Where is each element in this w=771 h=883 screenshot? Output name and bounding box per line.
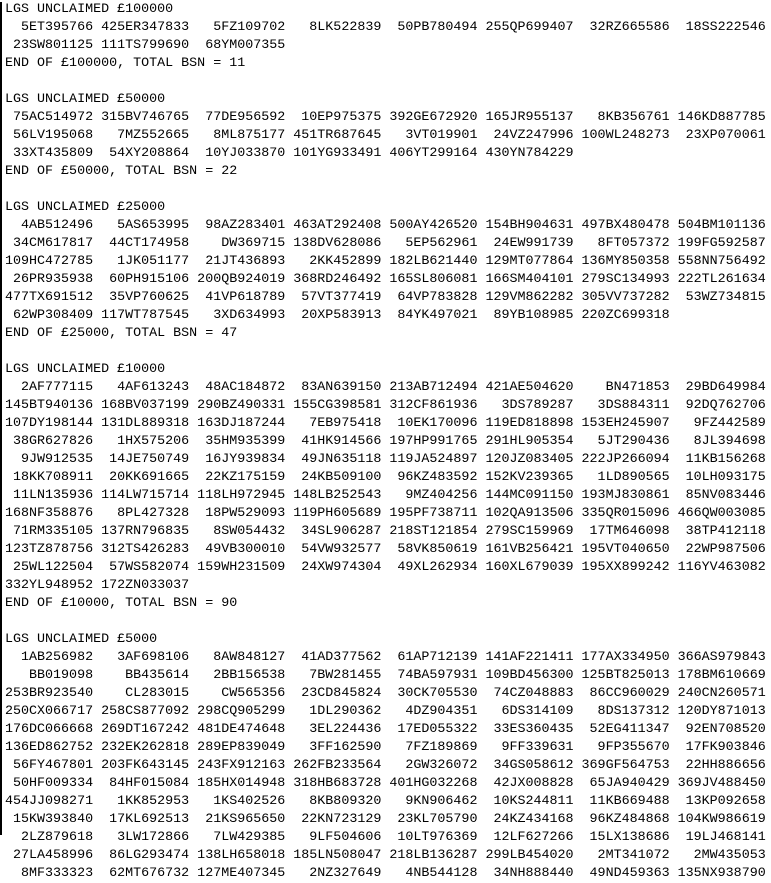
bond-row: 26PR935938 60PH915106 200QB924019 368RD246492 165SL806081 166SM404101 279SC134993 222TL261634 <box>5 272 766 287</box>
bond-row: 11LN135936 114LW715714 118LH972945 148LB252543 9MZ404256 144MC091150 193MJ830861 85NV083446 <box>5 488 766 503</box>
bond-row: 250CX066717 258CS877092 298CQ905299 1DL290362 4DZ904351 6DS314109 8DS137312 120DY871013 <box>5 704 766 719</box>
section-title: LGS UNCLAIMED £10000 <box>5 362 166 377</box>
bond-row: 123TZ878756 312TS426283 49VB300010 54VW932577 58VK850619 161VB256421 195VT040650 22WP987506 <box>5 542 766 557</box>
section-footer: END OF £10000, TOTAL BSN = 90 <box>5 596 238 611</box>
bond-row: 9JW912535 14JE750749 16JY939834 49JN635118 119JA524897 120JZ083405 222JP266094 11KB156268 <box>5 452 766 467</box>
section-footer: END OF £100000, TOTAL BSN = 11 <box>5 56 246 71</box>
blank-line <box>5 343 766 361</box>
bond-row: 23SW801125 111TS799690 68YM007355 <box>5 38 286 53</box>
bond-row: 332YL948952 172ZN033037 <box>5 578 190 593</box>
bond-row: 33XT435809 54XY208864 10YJ033870 101YG933491 406YT299164 430YN784229 <box>5 146 574 161</box>
bond-row: 1AB256982 3AF698106 8AW848127 41AD377562 61AP712139 141AF221411 177AX334950 366AS979843 <box>5 650 766 665</box>
bond-row: 71RM335105 137RN796835 8SW054432 34SL906287 218ST121854 279SC159969 17TM646098 38TP412118 <box>5 524 766 539</box>
bond-row: 136ED862752 232EK262818 289EP839049 3FF162590 7FZ189869 9FF339631 9FP355670 17FK903846 <box>5 740 766 755</box>
bond-row: 109HC472785 1JK051177 21JT436893 2KK452899 182LB621440 129MT077864 136MY850358 558NN756492 <box>5 254 766 269</box>
bond-row: 38GR627826 1HX575206 35HM935399 41HK914566 197HP991765 291HL905354 5JT290436 8JL394698 <box>5 434 766 449</box>
bond-row: 27LA458996 86LG293474 138LH658018 185LN508047 218LB136287 299LB454020 2MT341072 2MW435053 <box>5 848 766 863</box>
bond-section <box>5 1 766 91</box>
bond-row: BB019098 BB435614 2BB156538 7BW281455 74BA597931 109BD456300 125BT825013 178BM610669 <box>5 668 766 683</box>
bond-section <box>5 91 766 199</box>
bond-row: 4AB512496 5AS653995 98AZ283401 463AT292408 500AY426520 154BH904631 497BX480478 504BM101136 <box>5 218 766 233</box>
bond-row: 34CM617817 44CT174958 DW369715 138DV628086 5EP562961 24EW991739 8FT057372 199FG592587 <box>5 236 766 251</box>
section-title: LGS UNCLAIMED £5000 <box>5 632 158 647</box>
section-footer: END OF £25000, TOTAL BSN = 47 <box>5 326 238 341</box>
bond-row: 18KK708911 20KK691665 22KZ175159 24KB509100 96KZ483592 152KV239365 1LD890565 10LH093175 <box>5 470 766 485</box>
bond-row: 168NF358876 8PL427328 18PW529093 119PH605689 195PF738711 102QA913506 335QR015096 466QW003085 <box>5 506 766 521</box>
bond-row: 75AC514972 315BV746765 77DE956592 10EP975375 392GE672920 165JR955137 8KB356761 146KD887785 <box>5 110 766 125</box>
section-title: LGS UNCLAIMED £50000 <box>5 92 166 107</box>
bond-row: 145BT940136 168BV037199 290BZ490331 155CG398581 312CF861936 3DS789287 3DS884311 92DQ762706 <box>5 398 766 413</box>
blank-line <box>5 613 766 631</box>
bond-row: 454JJ098271 1KK852953 1KS402526 8KB809320 9KN906462 10KS244811 11KB669488 13KP092658 <box>5 794 766 809</box>
bond-row: 25WL122504 57WS582074 159WH231509 24XW974304 49XL262934 160XL679039 195XX899242 116YV463082 <box>5 560 766 575</box>
window-left-border <box>0 2 2 835</box>
bond-section <box>5 199 766 361</box>
bond-row: 15KW393840 17KL692513 21KS965650 22KN723129 23KL705790 24KZ434168 96KZ484868 104KW986619 <box>5 812 766 827</box>
section-title: LGS UNCLAIMED £100000 <box>5 2 174 17</box>
bond-report-text[interactable] <box>5 1 766 883</box>
bond-section <box>5 361 766 631</box>
bond-row: 5ET395766 425ER347833 5FZ109702 8LK522839 50PB780494 255QP699407 32RZ665586 18SS222546 <box>5 20 766 35</box>
bond-row: 477TX691512 35VP760625 41VP618789 57VT377419 64VP783828 129VM862282 305VV737282 53WZ734815 <box>5 290 766 305</box>
bond-row: 2LZ879618 3LW172866 7LW429385 9LF504606 10LT976369 12LF627266 15LX138686 19LJ468141 <box>5 830 766 845</box>
bond-row: 8MF333323 62MT676732 127ME407345 2NZ327649 4NB544128 34NH888440 49ND459363 135NX938790 <box>5 866 766 881</box>
bond-row: 2AF777115 4AF613243 48AC184872 83AN639150 213AB712494 421AE504620 BN471853 29BD649984 <box>5 380 766 395</box>
bond-row: 62WP308409 117WT787545 3XD634993 20XP583913 84YK497021 89YB108985 220ZC699318 <box>5 308 670 323</box>
bond-row: 56LV195068 7MZ552665 8ML875177 451TR687645 3VT019901 24VZ247996 100WL248273 23XP070061 <box>5 128 766 143</box>
bond-row: 107DY198144 131DL889318 163DJ187244 7EB975418 10EK170096 119ED818898 153EH245907 9FZ442589 <box>5 416 766 431</box>
blank-line <box>5 181 766 199</box>
bond-row: 253BR923540 CL283015 CW565356 23CD845824 30CK705530 74CZ048883 86CC960029 240CN260571 <box>5 686 766 701</box>
bond-row: 176DC066668 269DT167242 481DE474648 3EL224436 17ED055322 33ES360435 52EG411347 92EN708520 <box>5 722 766 737</box>
section-footer: END OF £50000, TOTAL BSN = 22 <box>5 164 238 179</box>
section-title: LGS UNCLAIMED £25000 <box>5 200 166 215</box>
bond-row: 56FY467801 203FK643145 243FX912163 262FB233564 2GW326072 34GS058612 369GF564753 22HH886656 <box>5 758 766 773</box>
bond-row: 50HF009334 84HF015084 185HX014948 318HB683728 401HG032268 42JX008828 65JA940429 369JV488450 <box>5 776 766 791</box>
bond-section <box>5 631 766 883</box>
blank-line <box>5 73 766 91</box>
